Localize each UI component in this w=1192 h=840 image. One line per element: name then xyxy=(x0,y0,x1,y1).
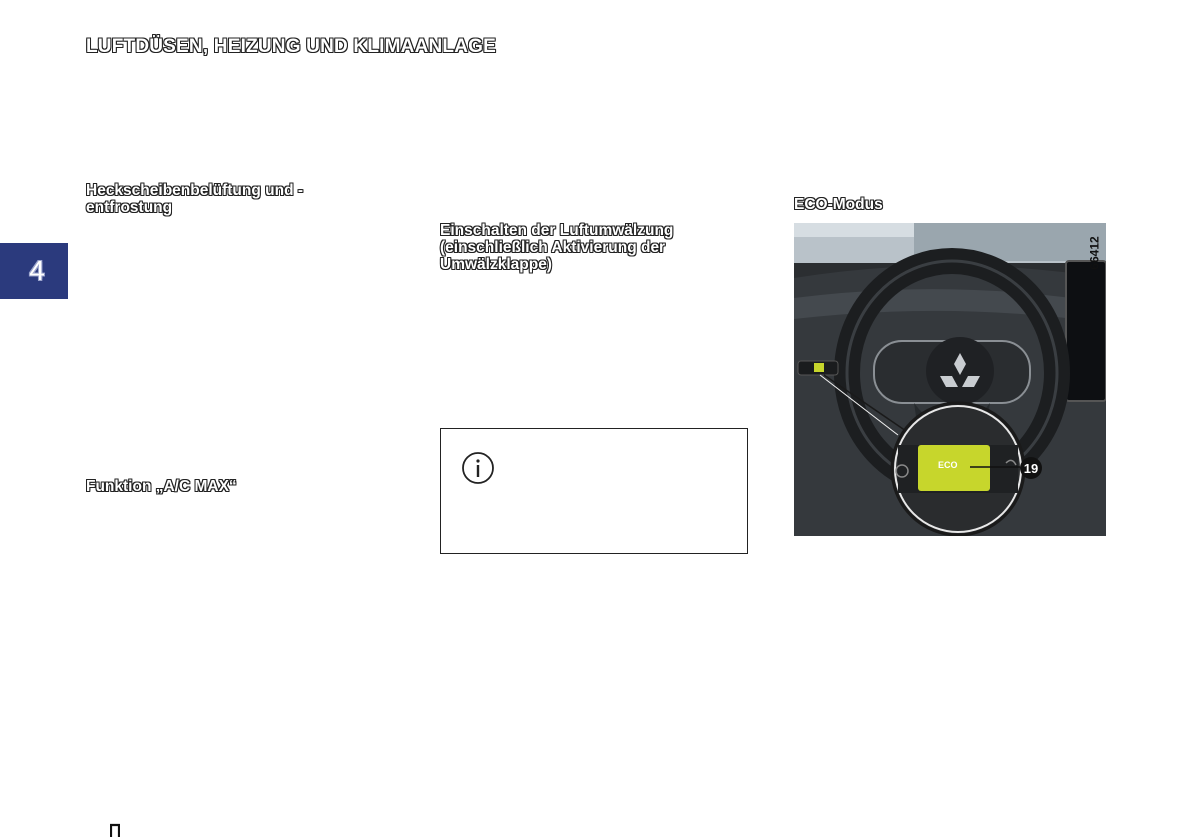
chapter-number: 4 xyxy=(29,255,45,286)
page-footer-mark xyxy=(110,823,120,837)
callout-badge xyxy=(1020,457,1042,479)
info-icon xyxy=(461,451,495,485)
heading-recirculation: Einschalten der Luftumwälzung (einschließlich Aktivierung der Umwälzklappe) xyxy=(440,222,674,273)
eco-mode-figure xyxy=(794,223,1106,536)
figure-code-text: 66412 xyxy=(1088,236,1102,270)
figure-code xyxy=(1082,230,1108,276)
chapter-tab xyxy=(0,243,68,299)
callout-number: 19 xyxy=(1023,460,1039,476)
heading-rear-window-defrost: Heckscheibenbelüftung und -entfrostung xyxy=(86,182,304,216)
heading-eco-mode: ECO-Modus xyxy=(794,196,883,213)
page-title: LUFTDÜSEN, HEIZUNG UND KLIMAANLAGE xyxy=(86,36,497,57)
eco-button-label: ECO xyxy=(938,460,958,470)
heading-ac-max: Funktion „A/C MAX“ xyxy=(86,478,237,495)
info-box xyxy=(440,428,748,554)
